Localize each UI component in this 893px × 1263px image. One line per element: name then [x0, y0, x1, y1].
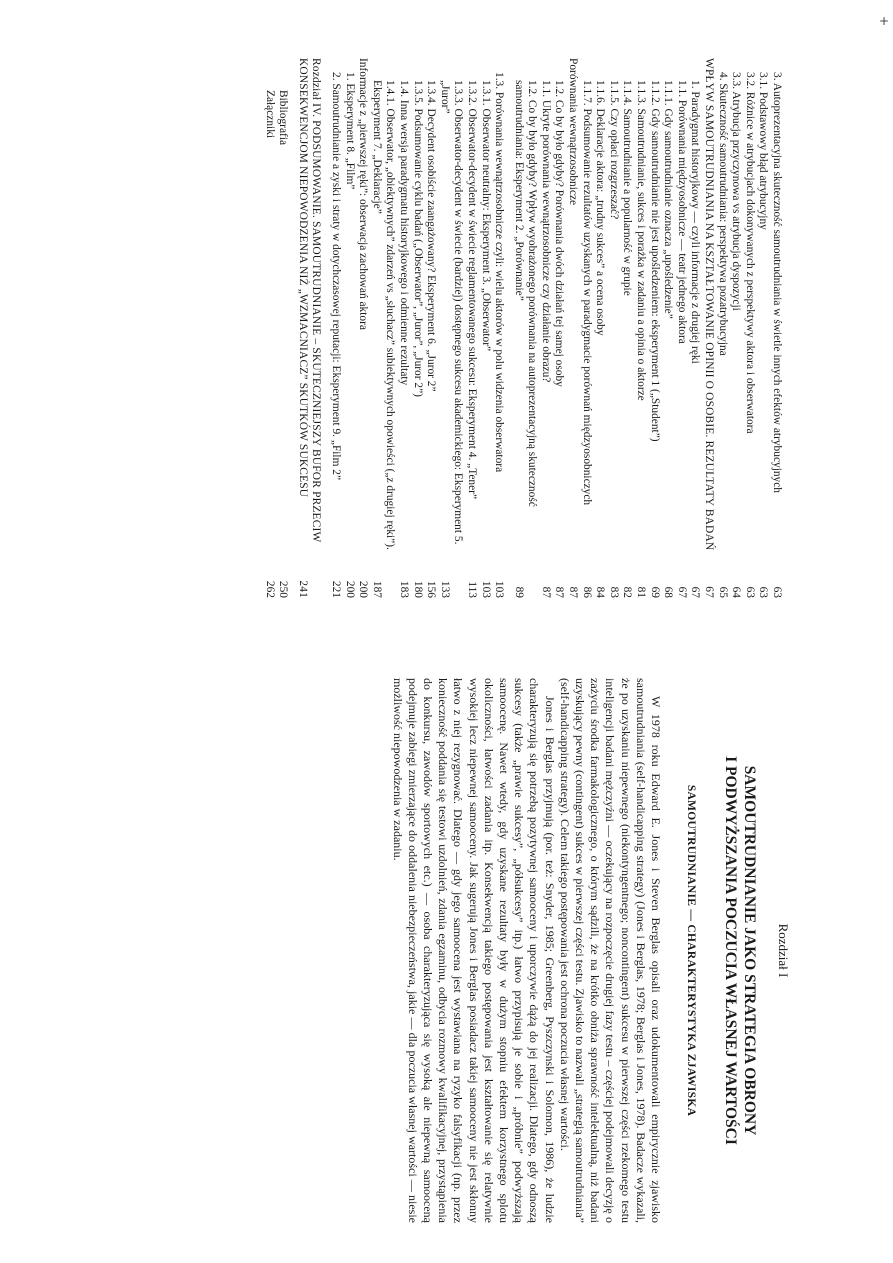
toc-entry-title: Informacje z „pierwszej ręki”: obserwacja zachowań aktora — [357, 58, 370, 330]
toc-entry — [492, 58, 506, 598]
chapter-title-line-1: SAMOUTRUDNIANIE JAKO STRATEGIA OBRONY — [741, 765, 758, 1136]
paragraph-1: W 1978 roku Edward E. Jones i Steven Berglas opisali oraz udokumentowali empirycznie zjawisko samoutrudniania (self-handicapping strategy) (Jones i Berglas, 1978; Berglas i Jones, 1978). Badacze wykazali, że po uzyskaniu niepewnego (niekontyngentnego; noncontingent) sukcesu w pierwszej części rzekomego testu inteligencji badani mężczyźni — oczekujący na rozpoczęcie drugiej fazy testu – częściej podejmowali decyzję o zażyciu środka farmakologicznego, o którym sądzili, że na krótko obniża sprawność intelektualną, niż badani uzyskujący pewny (contingent) sukces w pierwszej części testu. Zjawisko to nazwali „strategią samoutrudniania” (self-handicapping strategy). Celem takiego postępowania jest ochrona poczucia własnej wartości. — [557, 678, 663, 1223]
toc-entry-page-number: 200 — [343, 580, 356, 598]
toc-entry-title: 1. Eksperyment 8. „Film” — [343, 72, 356, 190]
toc-entry-title: WPŁYW SAMOUTRUDNIANIA NA KSZTAŁTOWANIE OPINII O OSOBIE. REZULTATY BADAŃ — [703, 58, 716, 551]
toc-entry-page-number: 200 — [357, 580, 370, 598]
toc-entry-title: 1.2. Co by było gdyby? Porównania dwóch działań tej samej osoby — [553, 80, 566, 387]
toc-entry-page-number: 187 — [370, 580, 383, 598]
toc-entry-title: 1.1. Porównania międzyosobnicze — teatr jednego aktora — [675, 80, 688, 344]
toc-entry — [769, 58, 783, 598]
toc-entry-page-number: 81 — [635, 586, 648, 598]
table-of-contents — [262, 58, 783, 598]
toc-entry-title: 1.3.5. Podsumowanie cyklu badań („Obserwator”, „Juror”, „Juror 2”) — [411, 80, 424, 397]
toc-entry — [262, 58, 276, 598]
toc-entry-page-number: 63 — [757, 586, 770, 598]
toc-entry-title: 1.3. Porównania wewnątrzosobnicze czyli: wielu aktorów w polu widzenia obserwatora — [493, 72, 506, 473]
toc-entry-title: 3. Autoprezentacyjna skuteczność samoutrudniania w świetle innych efektów atrybucyjnych — [771, 72, 783, 494]
toc-entry-page-number: 65 — [716, 586, 729, 598]
toc-entry — [647, 58, 661, 598]
toc-entry-page-number: 87 — [539, 586, 552, 598]
toc-entry — [729, 58, 743, 598]
toc-entry-page-number: 221 — [330, 580, 342, 598]
toc-entry-page-number: 103 — [493, 580, 506, 598]
toc-entry-page-number: 63 — [771, 586, 783, 598]
toc-entry-page-number: 64 — [730, 586, 743, 598]
toc-entry-page-number: 83 — [607, 586, 620, 598]
toc-entry — [356, 58, 370, 598]
chapter-label: Rozdział I — [776, 923, 791, 978]
toc-entry-page-number: 183 — [397, 580, 410, 598]
toc-entry-page-number: 84 — [594, 586, 607, 598]
toc-entry-page-number: 63 — [743, 586, 756, 598]
toc-entry — [552, 58, 566, 598]
toc-entry-title: 1.1.3. Samoutrudnianie, sukces i porażka w zadaniu a opinia o aktorze — [635, 80, 648, 401]
toc-entry — [661, 58, 675, 598]
toc-entry-title: 1.4. Inna wersja paradygmatu historyjkowego i odmienne rezultaty — [397, 80, 410, 386]
toc-entry — [295, 58, 322, 598]
toc-entry — [674, 58, 688, 598]
toc-entry-title: 1.1.4. Samoutrudnianie a popularność w grupie — [621, 80, 634, 296]
toc-entry-page-number: 103 — [479, 580, 492, 598]
toc-entry — [410, 58, 424, 598]
toc-entry-title: 3.2. Różnice w atrybucjach dokonywanych z perspektywy aktora i obserwatora — [743, 72, 756, 434]
toc-entry-page-number: 180 — [411, 580, 424, 598]
toc-entry-title: 1.4.1. Obserwator, „obiektywnych” zdarzeń vs „słuchacz” subiektywnych opowieści („z drugiej ręki”). Eksperyment 7. „Deklaracje” — [370, 80, 397, 550]
toc-entry-page-number: 67 — [675, 586, 688, 598]
toc-entry-page-number: 68 — [662, 586, 675, 598]
toc-entry-page-number: 156 — [425, 580, 438, 598]
toc-entry-title: 4. Skuteczność samoutrudniania: perspektywa pozatrybucyjna — [716, 72, 729, 356]
margin-mark: + — [878, 14, 889, 28]
toc-entry — [396, 58, 410, 598]
paragraph-2: Jones i Berglas przyjmują (por. też: Snyder, 1985; Greenberg, Pyszczynski i Solomon, 1986), że ludzie charakteryzują się potrzebą pozytywnej samooceny i uporczywie dążą do jej realizacji. Dlatego, gdy odnoszą sukcesy (także „prawie sukcesy”, „półsukcesy” itp.) łatwo przypisują je sobie i „próbnie” podwyższają samoocenę. Nawet wtedy, gdy uzyskane rezultaty były w dużym stopniu efektem korzystnego splotu okoliczności, łatwości zadania itp. Konsekwencją takiego postępowania jest kształtowanie się relatywnie wysokiej lecz niepewnej samooceny. Jak sugerują Jones i Berglas posiadacz takiej samooceny nie jest skłonny łatwo z niej rezygnować. Dlatego — gdy jego samoocena jest wystawiana na ryzyko falsyfikacji (np. przez konieczność poddania się testowi uzdolnień, zdania egzaminu, odbycia rozmowy kwalifikacyjnej, przystąpienia do konkursu, zawodów sportowych etc.) — osoba charakteryzująca się wysoką ale niepewną samooceną podejmuje zabiegi zmierzające do oddalenia niebezpieczeństwa, jakie — dla poczucia własnej wartości — niesie możliwość niepowodzenia w zadaniu. — [390, 678, 557, 1223]
toc-entry-page-number: 89 — [512, 586, 525, 598]
toc-entry-title: 1.3.1. Obserwator neutralny: Eksperyment 3. „Obserwator” — [479, 80, 492, 352]
toc-entry-title: 3.3. Atrybucja przyczynowa vs atrybucja dyspozycji — [730, 72, 743, 311]
toc-entry — [342, 58, 356, 598]
toc-entry-page-number: 250 — [277, 580, 290, 598]
toc-entry-title: 2. Samoutrudnianie a zyski i straty w dotychczasowej reputacji: Eksperyment 9. „Film 2” — [330, 72, 342, 481]
toc-entry-title: 1.3.3. Obserwator-decydent w świecie (bardziej) dostępnego sukcesu akademickiego: Eksperyment 5. „Juror” — [438, 80, 465, 545]
toc-entry-page-number: 67 — [689, 586, 702, 598]
toc-entry-page-number: 82 — [621, 586, 634, 598]
toc-entry-title: 1.1.5. Czy opłaci rozgrzeszać? — [607, 80, 620, 220]
toc-entry — [606, 58, 620, 598]
chapter-title — [721, 678, 759, 1223]
toc-entry — [566, 58, 580, 598]
toc-entry-title: 1.1.6. Deklaracje aktora: „trudny sukces” a ocena osoby — [594, 80, 607, 336]
chapter-title-line-2: I PODWYŻSZANIA POCZUCIA WŁASNEJ WARTOŚCI — [722, 756, 739, 1145]
toc-entry — [620, 58, 634, 598]
toc-entry — [276, 58, 290, 598]
toc-entry-title: Załączniki — [263, 90, 276, 139]
toc-entry-title: 1.1. Ukryte porównania wewnątrzosobnicze czy działanie obrazu? — [539, 80, 552, 383]
toc-entry — [437, 58, 464, 598]
toc-entry-title: 3.1. Podstawowy błąd atrybucyjny — [757, 72, 770, 230]
toc-entry-title: Porównania wewnątrzosobnicze — [567, 58, 580, 206]
toc-entry-title: Bibliografia — [277, 90, 290, 146]
toc-entry — [538, 58, 552, 598]
chapter-page — [0, 632, 893, 1263]
toc-entry — [464, 58, 478, 598]
toc-entry — [715, 58, 729, 598]
toc-entry-title: Rozdział IV. PODSUMOWANIE. SAMOUTRUDNIANIE – SKUTECZNIEJSZY BUFOR PRZECIW KONSEKWENCJOM NIEPOWODZENIA NIŻ „WZMACNIACZ” SKUTKÓW SUKCESU — [296, 58, 323, 543]
toc-entry-title: 1.1.2. Gdy samoutrudnianie nie jest upośledzeniem: eksperyment 1 („Student”) — [648, 80, 661, 442]
toc-entry-page-number: 67 — [703, 586, 716, 598]
toc-entry — [756, 58, 770, 598]
toc-entry-page-number: 87 — [553, 586, 566, 598]
toc-entry-page-number: 113 — [465, 581, 478, 598]
toc-entry — [579, 58, 593, 598]
toc-entry-title: 1.1.7. Podsumowanie rezultatów uzyskanych w paradygmacie porównań międzyosobniczych — [580, 80, 593, 506]
toc-entry — [701, 58, 715, 598]
toc-entry — [478, 58, 492, 598]
section-title: SAMOUTRUDNIANIE — CHARAKTERYSTYKA ZJAWISKA — [685, 784, 697, 1117]
toc-entry-title: 1.3.4. Decydent osobiście zaangażowany? Eksperyment 6. „Juror 2” — [425, 80, 438, 392]
toc-entry — [369, 58, 396, 598]
toc-entry-title: 1.3.2. Obserwator-decydent w świecie reglamentowanego sukcesu: Eksperyment 4. „Tener” — [465, 80, 478, 500]
toc-entry — [633, 58, 647, 598]
toc-entry-page-number: 69 — [648, 586, 661, 598]
toc-entry — [688, 58, 702, 598]
toc-entry-title: 1.1.1. Gdy samoutrudnianie oznacza „upośledzenie” — [662, 80, 675, 319]
toc-entry-title: 1.2. Co by było gdyby? Wpływ wyobrażonego porównania na autoprezentacyjną skuteczność samoutrudniania: Eksperyment 2. „Porównanie” — [512, 80, 539, 507]
toc-entry-page-number: 86 — [580, 586, 593, 598]
toc-entry — [742, 58, 756, 598]
toc-entry-page-number: 133 — [438, 580, 451, 598]
toc-entry-page-number: 241 — [296, 580, 309, 598]
toc-entry — [328, 58, 342, 598]
toc-entry — [424, 58, 438, 598]
toc-entry-page-number: 87 — [567, 586, 580, 598]
toc-entry-title: 1. Paradygmat historyjkowy — czyli informacje z drugiej ręki — [689, 80, 702, 364]
toc-entry — [511, 58, 538, 598]
toc-entry — [593, 58, 607, 598]
toc-entry-page-number: 262 — [263, 580, 276, 598]
